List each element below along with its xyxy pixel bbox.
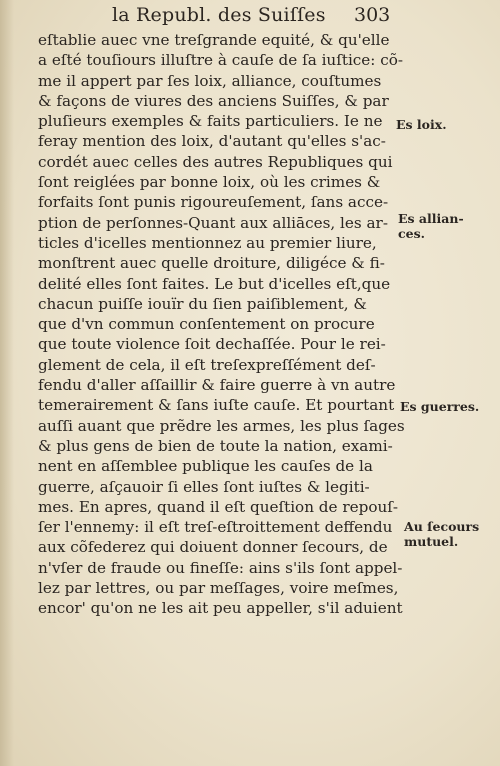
page-number: 303 xyxy=(354,4,391,26)
text-line: me il appert par ſes loix, alliance, couſtumes xyxy=(38,71,382,90)
text-line: ſont reiglées par bonne loix, où les crimes & xyxy=(38,173,381,192)
marginal-note-secours: Au ſecours mutuel. xyxy=(404,519,480,549)
text-line: & façons de viures des anciens Suiſſes, & par xyxy=(38,91,389,110)
text-line: forfaits ſont punis rigoureuſement, ſans acce- xyxy=(38,193,389,212)
text-line: ſer l'ennemy: il eſt treſ-eſtroittement deffendu xyxy=(38,518,393,537)
body-text xyxy=(38,30,408,619)
text-line: monſtrent auec quelle droiture, diligéce & fi- xyxy=(38,254,385,273)
text-line: cordét auec celles des autres Republiques qui xyxy=(38,152,393,171)
text-line: guerre, aſçauoir ſi elles ſont iuſtes & legiti- xyxy=(38,477,370,496)
text-line: auſſi auant que prẽdre les armes, les plus ſages xyxy=(38,416,405,435)
running-title: la Republ. des Suiſſes xyxy=(112,4,326,26)
text-line: que d'vn commun conſentement on procure xyxy=(38,315,375,334)
marginal-note-guerres: Es guerres. xyxy=(400,399,480,414)
text-line: delité elles ſont faites. Le but d'icelles eſt,que xyxy=(38,274,391,293)
text-line: ption de perſonnes-Quant aux alliāces, les ar- xyxy=(38,213,388,232)
text-line: glement de cela, il eſt treſexpreſſément deſ- xyxy=(38,355,376,374)
text-line: fendu d'aller aſſaillir & faire guerre à vn autre xyxy=(38,376,396,395)
marginal-note-loix: Es loix. xyxy=(396,117,447,132)
text-line: ticles d'icelles mentionnez au premier liure, xyxy=(38,233,377,252)
text-line: eſtablie auec vne treſgrande equité, & qu'elle xyxy=(38,31,390,49)
text-line: a eſté touſiours illuſtre à cauſe de ſa iuſtice: cõ- xyxy=(38,51,404,70)
text-line: feray mention des loix, d'autant qu'elles s'ac- xyxy=(38,132,386,151)
text-line: temerairement & ſans iuſte cauſe. Et pourtant xyxy=(38,396,395,415)
text-line: & plus gens de bien de toute la nation, exami- xyxy=(38,436,393,455)
text-line: lez par lettres, ou par meſſages, voire meſmes, xyxy=(38,579,399,598)
text-line: n'vſer de fraude ou fineſſe: ains s'ils ſont appel- xyxy=(38,558,403,577)
marginal-note-alliances: Es allian- ces. xyxy=(398,211,464,241)
text-line: encor' qu'on ne les ait peu appeller, s'il aduient xyxy=(38,599,403,618)
text-line: nent en aſſemblee publique les cauſes de la xyxy=(38,457,373,476)
text-line: que toute violence ſoit dechaſſée. Pour le rei- xyxy=(38,335,386,354)
text-line: aux cõfederez qui doiuent donner ſecours, de xyxy=(38,538,388,557)
text-line: pluſieurs exemples & faits particuliers. Ie ne xyxy=(38,112,383,131)
text-line: chacun puiſſe iouïr du ſien paiſiblement, & xyxy=(38,294,367,313)
text-line: mes. En apres, quand il eſt queſtion de repouſ- xyxy=(38,497,398,516)
